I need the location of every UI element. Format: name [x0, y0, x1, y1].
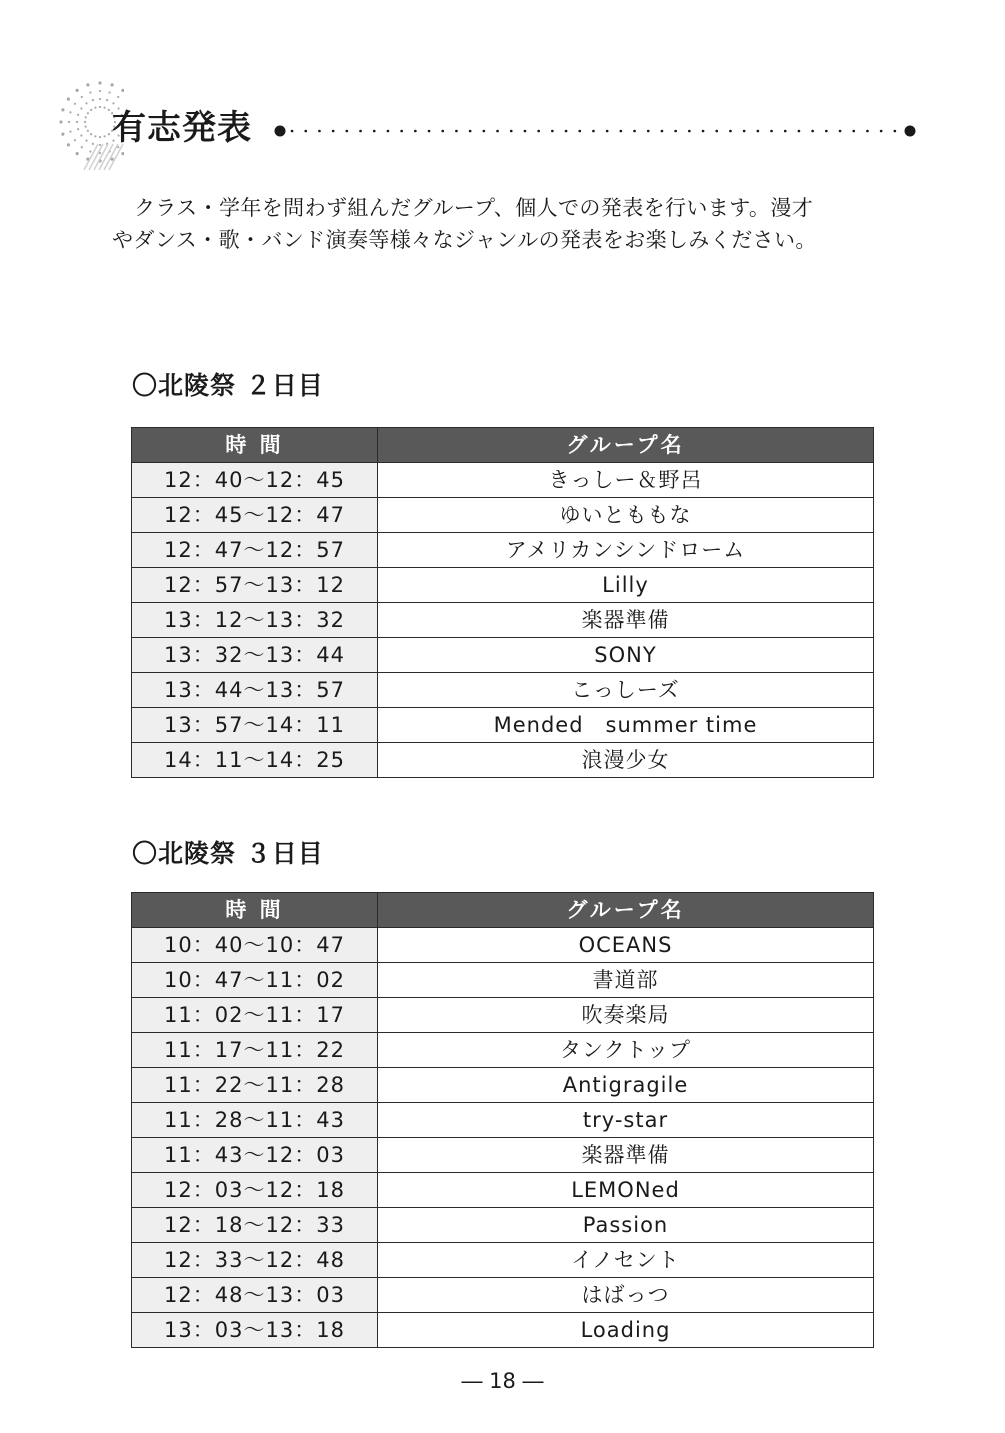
group-name-cell: Loading	[378, 1313, 874, 1348]
group-name-cell: OCEANS	[378, 928, 874, 963]
group-name-cell: 浪漫少女	[378, 743, 874, 778]
group-name-cell: イノセント	[378, 1243, 874, 1278]
day3-schedule-table	[131, 892, 874, 1348]
group-name-cell: 吹奏楽局	[378, 998, 874, 1033]
intro-line-1: クラス・学年を問わず組んだグループ、個人での発表を行います。漫才	[134, 196, 814, 220]
group-column-header: グループ名	[378, 428, 874, 463]
time-cell: 13：44～13：57	[132, 673, 378, 708]
intro-paragraph	[112, 192, 912, 256]
time-cell: 13：12～13：32	[132, 603, 378, 638]
time-cell: 11：02～11：17	[132, 998, 378, 1033]
time-cell: 13：32～13：44	[132, 638, 378, 673]
group-name-cell: Lilly	[378, 568, 874, 603]
group-name-cell: Mended summer time	[378, 708, 874, 743]
time-cell: 10：40～10：47	[132, 928, 378, 963]
day2-section-title: 〇北陵祭 ２日目	[132, 371, 324, 400]
time-cell: 12：48～13：03	[132, 1278, 378, 1313]
time-cell: 12：33～12：48	[132, 1243, 378, 1278]
day2-table-body	[132, 463, 874, 778]
intro-line-2: やダンス・歌・バンド演奏等様々なジャンルの発表をお楽しみください。	[112, 228, 817, 252]
table-row	[132, 1278, 874, 1313]
table-header-row	[132, 428, 874, 463]
table-row	[132, 998, 874, 1033]
time-cell: 12：47～12：57	[132, 533, 378, 568]
group-name-cell: はばっつ	[378, 1278, 874, 1313]
time-cell: 12：57～13：12	[132, 568, 378, 603]
table-row	[132, 928, 874, 963]
table-row	[132, 743, 874, 778]
group-name-cell: きっしー＆野呂	[378, 463, 874, 498]
time-cell: 11：22～11：28	[132, 1068, 378, 1103]
time-cell: 10：47～11：02	[132, 963, 378, 998]
group-name-cell: タンクトップ	[378, 1033, 874, 1068]
time-cell: 12：45～12：47	[132, 498, 378, 533]
group-name-cell: SONY	[378, 638, 874, 673]
table-row	[132, 603, 874, 638]
time-cell: 11：17～11：22	[132, 1033, 378, 1068]
table-header-row	[132, 893, 874, 928]
page-title: 有志発表	[112, 108, 252, 148]
table-row	[132, 638, 874, 673]
time-column-header: 時 間	[132, 428, 378, 463]
group-name-cell: アメリカンシンドローム	[378, 533, 874, 568]
time-cell: 14：11～14：25	[132, 743, 378, 778]
table-row	[132, 463, 874, 498]
group-name-cell: 楽器準備	[378, 1138, 874, 1173]
day3-section-title: 〇北陵祭 ３日目	[132, 839, 324, 868]
table-row	[132, 708, 874, 743]
time-column-header: 時 間	[132, 893, 378, 928]
group-name-cell: Passion	[378, 1208, 874, 1243]
group-name-cell: ゆいとももな	[378, 498, 874, 533]
table-row	[132, 1208, 874, 1243]
day2-schedule-table	[131, 427, 874, 778]
table-row	[132, 1033, 874, 1068]
table-row	[132, 1173, 874, 1208]
group-name-cell: Antigragile	[378, 1068, 874, 1103]
table-row	[132, 963, 874, 998]
group-name-cell: 楽器準備	[378, 603, 874, 638]
table-row	[132, 1138, 874, 1173]
table-row	[132, 1243, 874, 1278]
time-cell: 12：03～12：18	[132, 1173, 378, 1208]
time-cell: 11：28～11：43	[132, 1103, 378, 1138]
day3-table-body	[132, 928, 874, 1348]
time-cell: 12：40～12：45	[132, 463, 378, 498]
time-cell: 11：43～12：03	[132, 1138, 378, 1173]
table-row	[132, 1313, 874, 1348]
table-row	[132, 1103, 874, 1138]
table-row	[132, 568, 874, 603]
time-cell: 13：57～14：11	[132, 708, 378, 743]
group-name-cell: こっしーズ	[378, 673, 874, 708]
table-row	[132, 533, 874, 568]
group-name-cell: LEMONed	[378, 1173, 874, 1208]
table-row	[132, 1068, 874, 1103]
time-cell: 13：03～13：18	[132, 1313, 378, 1348]
page-number: ― 18 ―	[461, 1369, 544, 1393]
table-row	[132, 673, 874, 708]
title-dotted-rule	[274, 123, 920, 139]
time-cell: 12：18～12：33	[132, 1208, 378, 1243]
group-name-cell: 書道部	[378, 963, 874, 998]
group-name-cell: try-star	[378, 1103, 874, 1138]
table-row	[132, 498, 874, 533]
group-column-header: グループ名	[378, 893, 874, 928]
